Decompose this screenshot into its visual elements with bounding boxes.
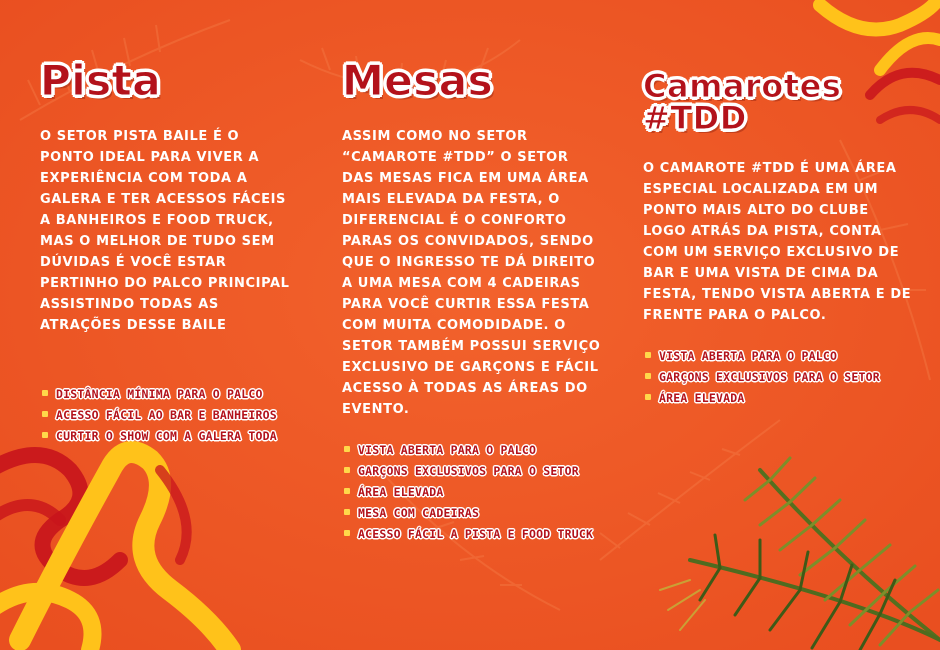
feature-item	[40, 403, 290, 424]
section-title-camarotes: Camarotes #TDD	[643, 67, 842, 137]
feature-text: ÁREA ELEVADA	[659, 391, 745, 405]
feature-item	[643, 344, 913, 365]
bullet-icon	[645, 373, 651, 379]
section-description-camarotes: O CAMAROTE #TDD É UMA ÁREA ESPECIAL LOCALIZADA EM UM PONTO MAIS ALTO DO CLUBE LOGO ATRÁS DA PISTA, CONTA COM UM SERVIÇO EXCLUSIVO DE BAR E UMA VISTA DE CIMA DA FESTA, TENDO VISTA ABERTA E DE FRENTE PARA O PALCO.	[643, 161, 912, 323]
feature-text: VISTA ABERTA PARA O PALCO	[358, 443, 537, 457]
feature-list-camarotes	[643, 344, 913, 407]
section-title-mesas: Mesas	[342, 56, 494, 105]
feature-text: GARÇONS EXCLUSIVOS PARA O SETOR	[659, 370, 880, 384]
feature-item	[40, 424, 290, 445]
bullet-icon	[344, 488, 350, 494]
feature-list-pista	[40, 382, 290, 445]
feature-text: MESA COM CADEIRAS	[358, 506, 480, 520]
feature-text: DISTÂNCIA MÍNIMA PARA O PALCO	[56, 387, 263, 401]
feature-list-mesas	[342, 438, 602, 543]
bullet-icon	[344, 467, 350, 473]
section-description-pista: O SETOR PISTA BAILE É O PONTO IDEAL PARA VIVER A EXPERIÊNCIA COM TODA A GALERA E TER ACESSOS FÁCEIS A BANHEIROS E FOOD TRUCK, MAS O MELHOR DE TUDO SEM DÚVIDAS É VOCÊ ESTAR PERTINHO DO PALCO PRINCIPAL ASSISTINDO TODAS AS ATRAÇÕES DESSE BAILE	[40, 129, 290, 333]
feature-item	[643, 365, 913, 386]
feature-text: VISTA ABERTA PARA O PALCO	[659, 349, 838, 363]
feature-item	[342, 501, 602, 522]
bullet-icon	[42, 390, 48, 396]
bullet-icon	[645, 394, 651, 400]
feature-text: ACESSO FÁCIL AO BAR E BANHEIROS	[56, 408, 277, 422]
feature-item	[342, 459, 602, 480]
bullet-icon	[645, 352, 651, 358]
bullet-icon	[344, 530, 350, 536]
feature-item	[342, 480, 602, 501]
section-mesas	[342, 56, 602, 543]
bullet-icon	[344, 446, 350, 452]
feature-text: ÁREA ELEVADA	[358, 485, 444, 499]
feature-text: GARÇONS EXCLUSIVOS PARA O SETOR	[358, 464, 579, 478]
bullet-icon	[42, 411, 48, 417]
bullet-icon	[344, 509, 350, 515]
feature-text: ACESSO FÁCIL A PISTA E FOOD TRUCK	[358, 527, 594, 541]
feature-item	[643, 386, 913, 407]
section-title-pista: Pista	[40, 56, 162, 105]
section-pista	[40, 56, 290, 445]
feature-item	[342, 522, 602, 543]
feature-item	[342, 438, 602, 459]
feature-text: CURTIR O SHOW COM A GALERA TODA	[56, 429, 277, 443]
bullet-icon	[42, 432, 48, 438]
feature-item	[40, 382, 290, 403]
section-description-mesas: ASSIM COMO NO SETOR “CAMAROTE #TDD” O SETOR DAS MESAS FICA EM UMA ÁREA MAIS ELEVADA DA FESTA, O DIFERENCIAL É O CONFORTO PARAS OS CONVIDADOS, SENDO QUE O INGRESSO TE DÁ DIREITO A UMA MESA COM 4 CADEIRAS PARA VOCÊ CURTIR ESSA FESTA COM MUITA COMODIDADE. O SETOR TAMBÉM POSSUI SERVIÇO EXCLUSIVO DE GARÇONS E FÁCIL ACESSO À TODAS AS ÁREAS DO EVENTO.	[342, 129, 601, 417]
section-camarotes	[643, 60, 913, 407]
